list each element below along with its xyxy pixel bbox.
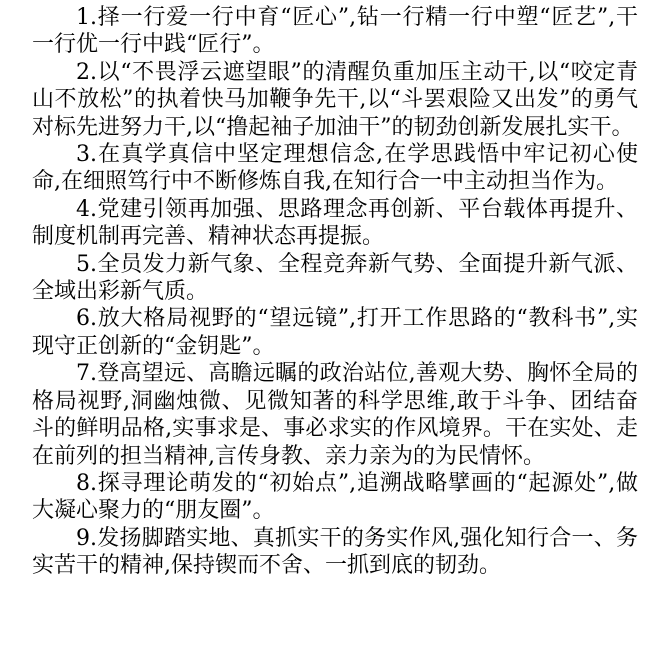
paragraph-6: 6.放大格局视野的“望远镜”,打开工作思路的“教科书”,实现守正创新的“金钥匙”。: [32, 306, 638, 359]
paragraph-7: 7.登高望远、高瞻远瞩的政治站位,善观大势、胸怀全局的格局视野,洞幽烛微、见微知著的科学思维,敢于斗争、团结奋斗的鲜明品格,实事求是、事必求实的作风境界。干在实处、走在前列的担当精神,言传身教、亲力亲为的为民情怀。: [32, 361, 638, 469]
paragraph-5: 5.全员发力新气象、全程竞奔新气势、全面提升新气派、全域出彩新气质。: [32, 251, 638, 305]
paragraph-1: 1.择一行爱一行中育“匠心”,钻一行精一行中塑“匠艺”,干一行优一行中践“匠行”。: [32, 5, 638, 58]
paragraph-2: 2.以“不畏浮云遮望眼”的清醒负重加压主动干,以“咬定青山不放松”的执着快马加鞭争先干,以“斗罢艰险又出发”的勇气对标先进努力干,以“撸起袖子加油干”的韧劲创新发展扎实干。: [32, 59, 638, 140]
paragraph-9: 9.发扬脚踏实地、真抓实干的务实作风,强化知行合一、务实苦干的精神,保持锲而不舍、一抓到底的韧劲。: [32, 525, 638, 579]
paragraph-4: 4.党建引领再加强、思路理念再创新、平台载体再提升、制度机制再完善、精神状态再提振。: [32, 196, 638, 250]
paragraph-8: 8.探寻理论萌发的“初始点”,追溯战略擘画的“起源处”,做大凝心聚力的“朋友圈”。: [32, 470, 638, 524]
paragraph-3: 3.在真学真信中坚定理想信念,在学思践悟中牢记初心使命,在细照笃行中不断修炼自我,在知行合一中主动担当作为。: [32, 142, 638, 195]
